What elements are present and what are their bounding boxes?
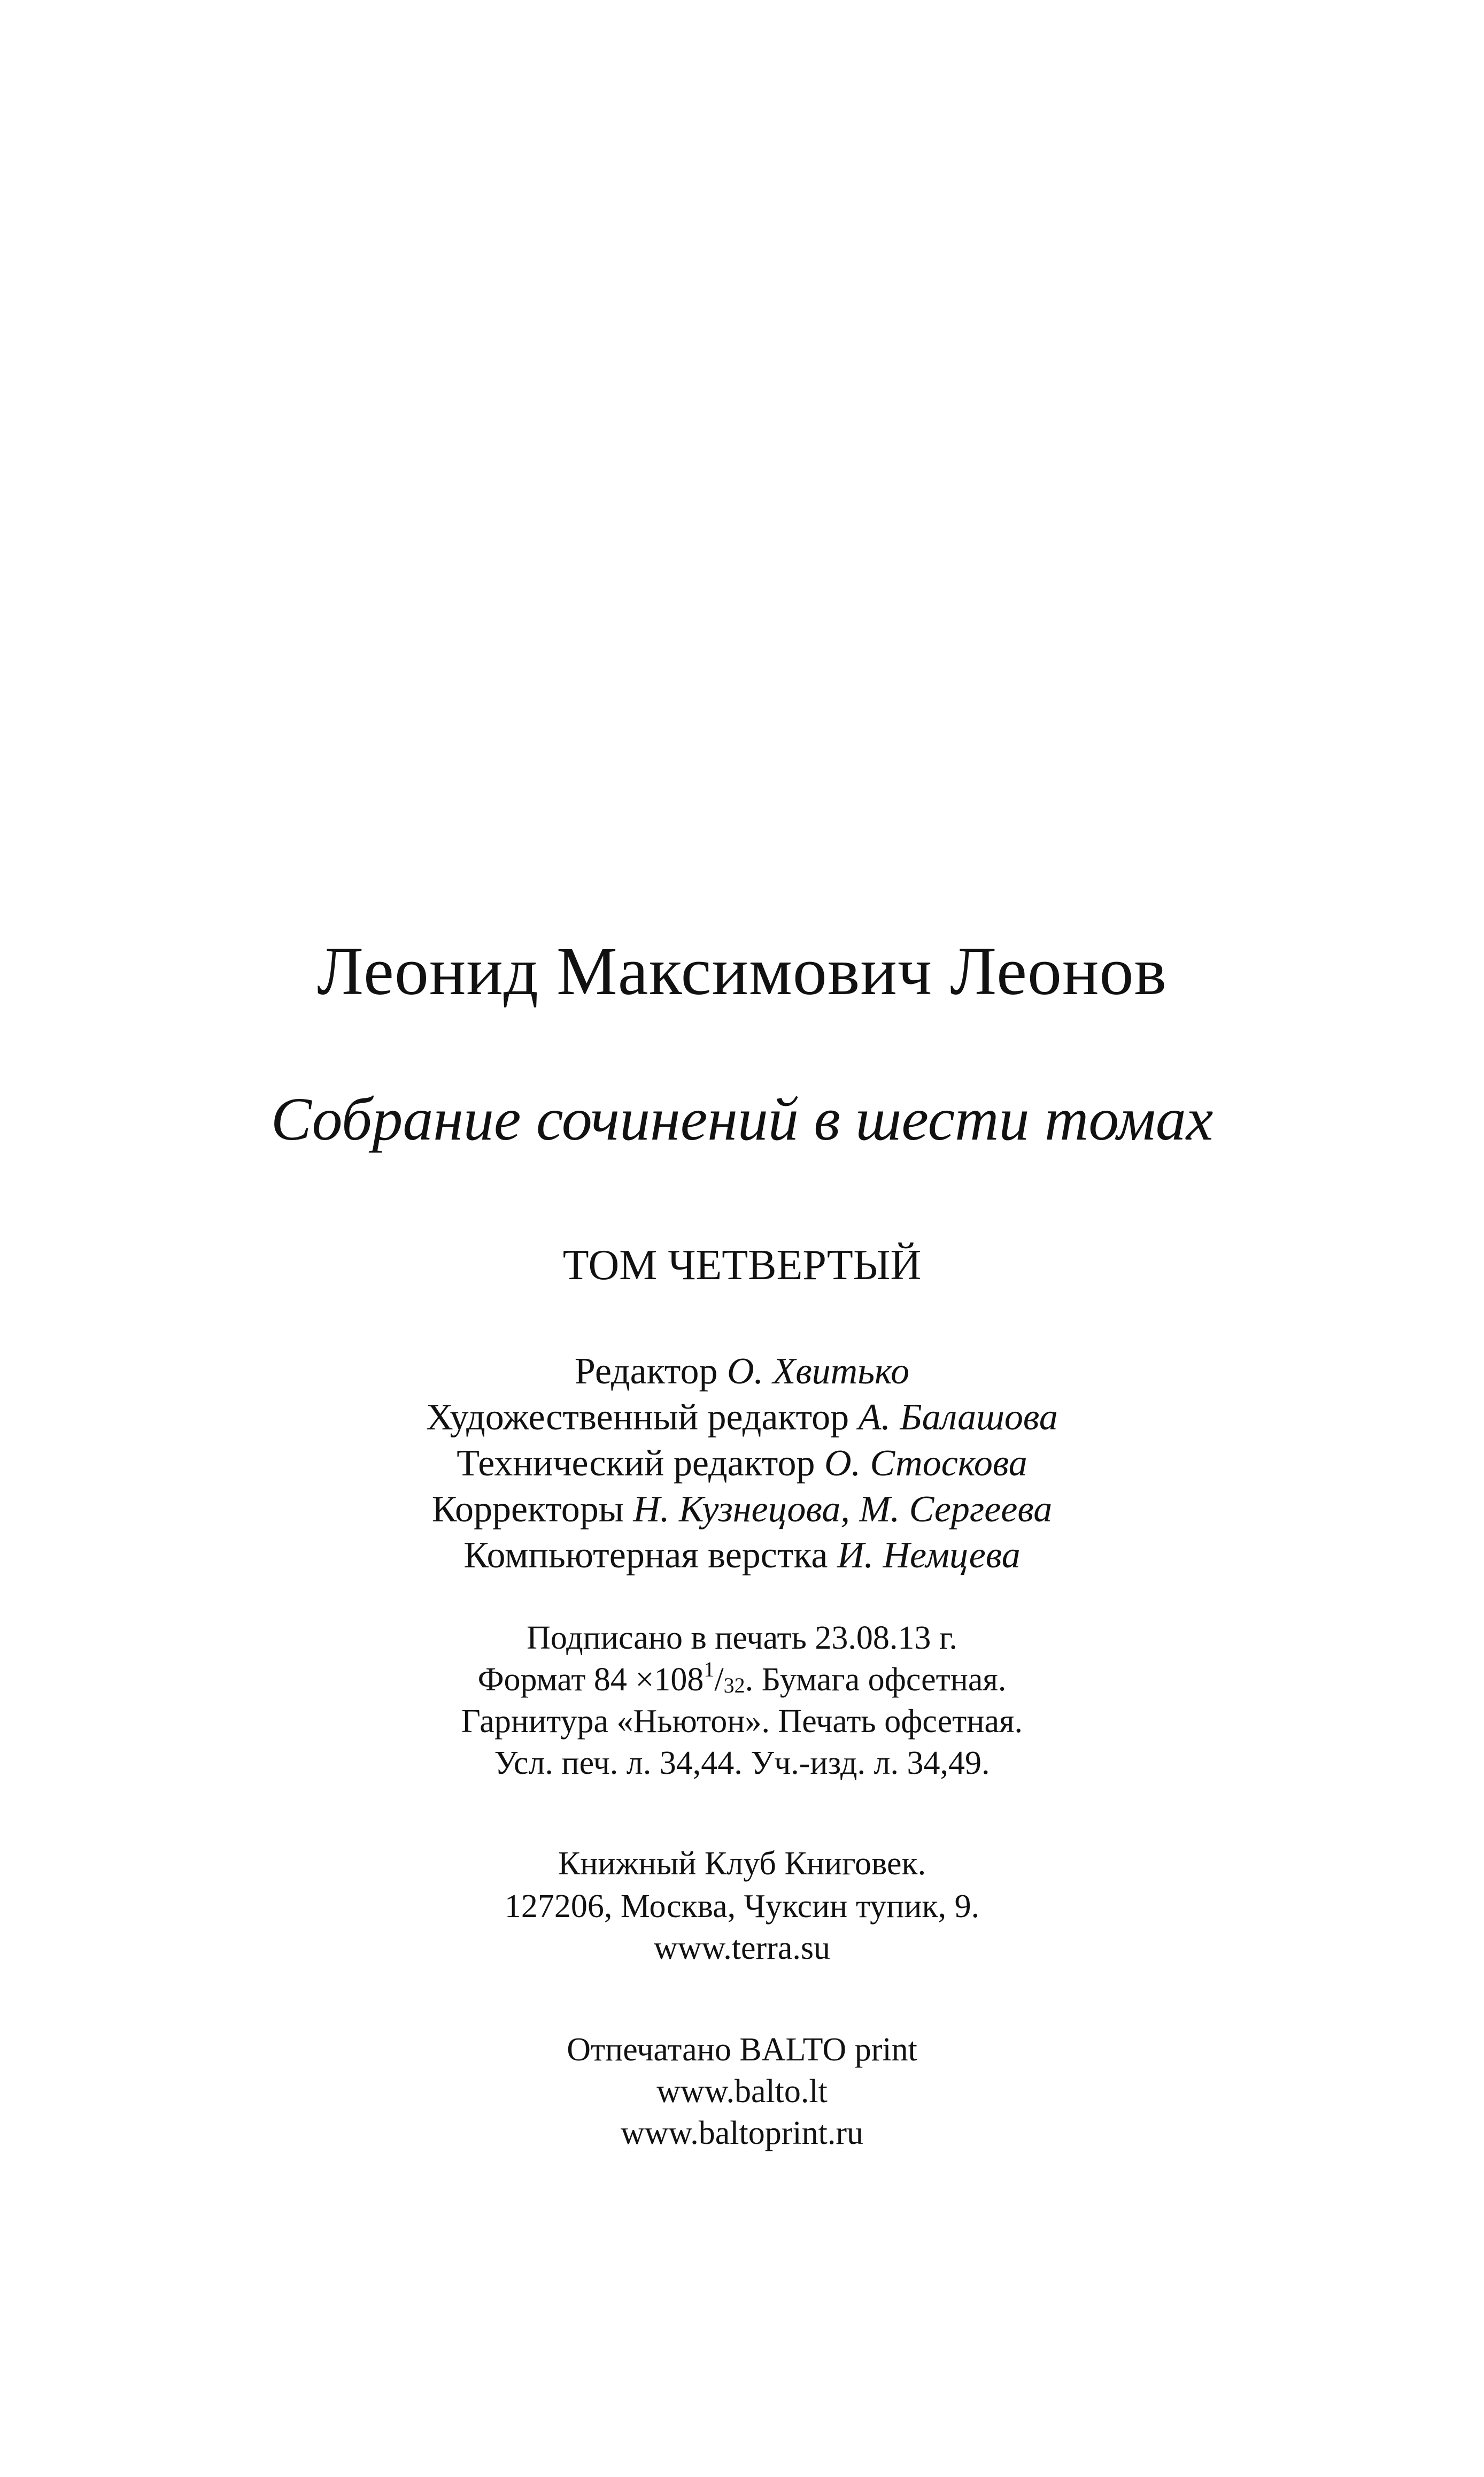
printer-website-1: www.balto.lt	[656, 2073, 828, 2110]
credit-layout	[0, 1537, 1484, 1574]
format-slash: /	[714, 1661, 724, 1698]
credit-role: Корректоры	[431, 1489, 624, 1530]
format-suffix: . Бумага офсетная.	[745, 1661, 1007, 1698]
print-typeface: Гарнитура «Ньютон». Печать офсетная.	[461, 1703, 1023, 1740]
printer-name: Отпечатано BALTO print	[567, 2032, 917, 2068]
credit-role: Технический редактор	[457, 1443, 815, 1484]
publisher-website: www.terra.su	[654, 1930, 830, 1966]
credit-person: А. Балашова	[858, 1397, 1058, 1438]
volume-label: ТОМ ЧЕТВЕРТЫЙ	[562, 1242, 922, 1289]
format-denominator: 32	[723, 1673, 745, 1697]
print-sheets: Усл. печ. л. 34,44. Уч.-изд. л. 34,49.	[494, 1745, 990, 1781]
credit-person: И. Немцева	[837, 1535, 1021, 1576]
credit-person: О. Стоскова	[824, 1443, 1027, 1484]
collection-title: Собрание сочинений в шести томах	[270, 1085, 1214, 1153]
credit-role: Компьютерная верстка	[463, 1535, 828, 1576]
credit-proofreaders	[0, 1491, 1484, 1528]
publisher-address: 127206, Москва, Чуксин тупик, 9.	[504, 1888, 980, 1925]
credit-person: Н. Кузнецова, М. Сергеева	[633, 1489, 1053, 1530]
publisher-name: Книжный Клуб Книговек.	[558, 1845, 926, 1882]
credit-tech-editor	[0, 1445, 1484, 1482]
printer-website-2: www.baltoprint.ru	[620, 2115, 863, 2151]
print-format	[0, 1657, 1484, 1698]
author-name: Леонид Максимович Леонов	[317, 933, 1167, 1009]
credit-art-editor	[0, 1399, 1484, 1436]
credit-person: О. Хвитько	[726, 1351, 910, 1392]
credit-role: Редактор	[574, 1351, 718, 1392]
print-signed-date: Подписано в печать 23.08.13 г.	[527, 1620, 957, 1656]
format-numerator: 1	[704, 1657, 715, 1681]
format-prefix: Формат 84 ×108	[477, 1661, 704, 1698]
credit-role: Художественный редактор	[426, 1397, 849, 1438]
credit-editor	[0, 1353, 1484, 1390]
